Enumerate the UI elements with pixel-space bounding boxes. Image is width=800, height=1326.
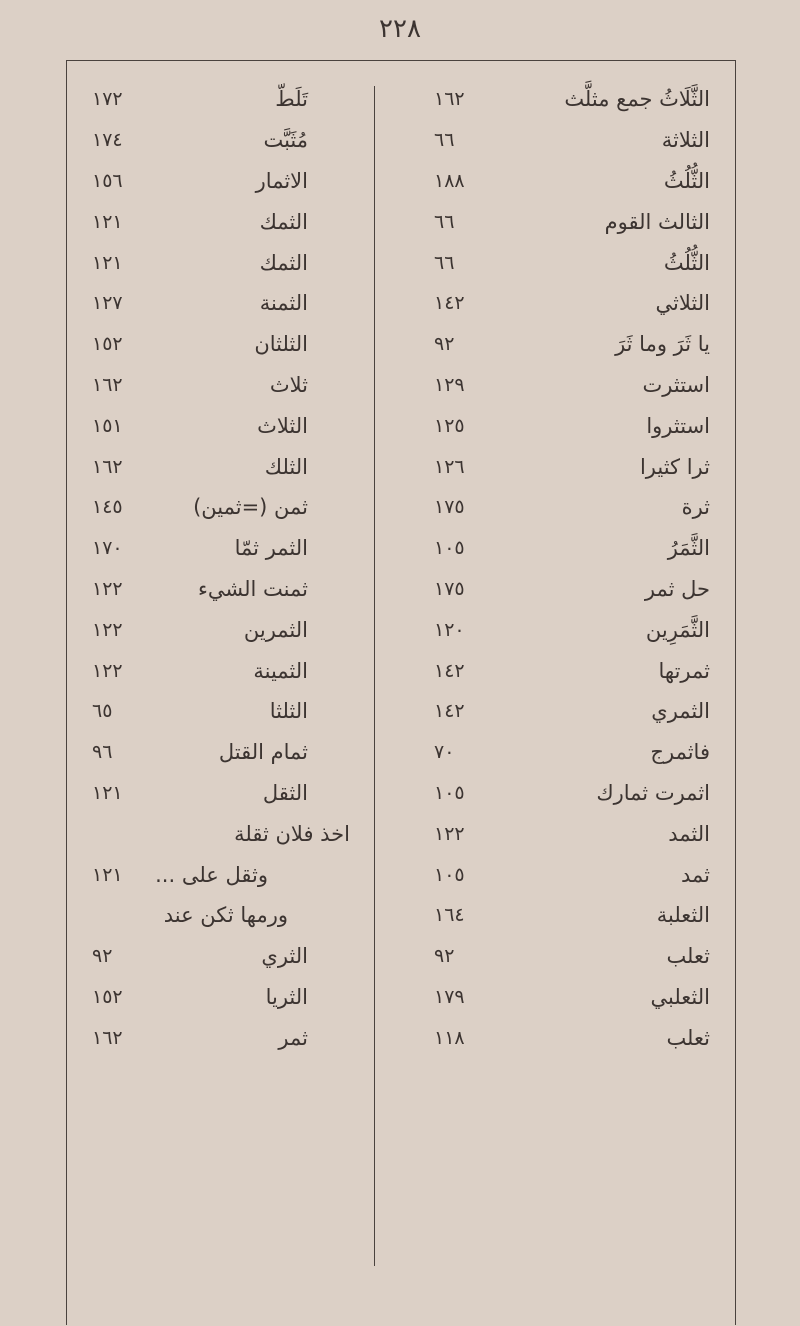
- entry-word: ثمرتها: [658, 658, 710, 683]
- index-entry: [74, 79, 368, 120]
- index-entry: [74, 854, 368, 895]
- entry-word: الثلك: [264, 454, 308, 479]
- entry-word: ثرا كثيرا: [639, 454, 710, 479]
- entry-word: الثقل: [262, 780, 308, 805]
- entry-word: الثُّلُثُ: [663, 168, 710, 193]
- index-entry: [74, 405, 368, 446]
- entry-page: ١٦٢: [92, 1026, 123, 1049]
- entry-word: مُثَبَّت: [263, 128, 308, 153]
- entry-page: ١٦٢: [434, 88, 465, 111]
- entry-word: الثَّمَرِين: [645, 617, 710, 642]
- index-entry: [382, 487, 728, 528]
- entry-page: ١٦٢: [92, 373, 123, 396]
- index-entry: [74, 242, 368, 283]
- entry-page: ١٢١: [92, 210, 123, 233]
- entry-page: ١٧٥: [434, 577, 465, 600]
- index-entry: [74, 324, 368, 365]
- entry-page: ١٦٢: [92, 455, 123, 478]
- left-index-column: [74, 79, 368, 1058]
- entry-word: الثُّلُثُ: [663, 250, 710, 275]
- entry-word: استثروا: [646, 413, 710, 438]
- index-entry: [382, 79, 728, 120]
- entry-page: ١٠٥: [434, 537, 465, 560]
- entry-word: ثمن (=ثمين): [193, 495, 308, 520]
- entry-page: ١٤٥: [92, 496, 123, 519]
- index-entry: [74, 813, 368, 854]
- entry-page: ١٧٢: [92, 88, 123, 111]
- entry-word: الثلثا: [269, 699, 308, 724]
- entry-word: الثمري: [651, 699, 710, 724]
- entry-page: ١٠٥: [434, 781, 465, 804]
- entry-page: ١٦٤: [434, 904, 465, 927]
- index-entry: [382, 854, 728, 895]
- entry-page: ١٥١: [92, 414, 123, 437]
- index-entry: [382, 773, 728, 814]
- entry-word: الثريا: [265, 984, 308, 1009]
- index-entry: [382, 446, 728, 487]
- entry-word: ثرة: [681, 495, 710, 520]
- index-entry: [382, 813, 728, 854]
- right-index-column: [382, 79, 728, 1058]
- entry-page: ٩٢: [92, 945, 113, 968]
- entry-page: ٧٠: [434, 741, 455, 764]
- index-entry: [382, 201, 728, 242]
- index-entry: [74, 650, 368, 691]
- entry-page: ١٧٩: [434, 985, 465, 1008]
- entry-page: ١٧٠: [92, 537, 123, 560]
- index-entry: [74, 936, 368, 977]
- index-entry: [74, 487, 368, 528]
- entry-page: ١٠٥: [434, 863, 465, 886]
- entry-page: ١٢٢: [434, 822, 465, 845]
- entry-page: ١٢٩: [434, 373, 465, 396]
- entry-word: ثلاث: [269, 372, 308, 397]
- entry-page: ١٢٢: [92, 618, 123, 641]
- entry-word: اثمرت ثمارك: [596, 780, 710, 805]
- index-entry: [74, 895, 368, 936]
- index-entry: [74, 201, 368, 242]
- entry-word: الاثمار: [255, 168, 308, 193]
- index-entry: [74, 161, 368, 202]
- entry-page: ٦٦: [434, 129, 455, 152]
- entry-page: ١١٨: [434, 1026, 465, 1049]
- entry-page: ١٢٦: [434, 455, 465, 478]
- entry-word: الثالث القوم: [604, 209, 710, 234]
- entry-page: ٦٥: [92, 700, 113, 723]
- index-entry: [382, 691, 728, 732]
- index-entry: [382, 528, 728, 569]
- entry-word: فاثمرج: [650, 740, 710, 765]
- index-entry: [74, 528, 368, 569]
- entry-word: الثمرين: [243, 617, 308, 642]
- index-entry: [382, 1017, 728, 1058]
- entry-word: الثعلبي: [650, 984, 710, 1009]
- table-right-border: [735, 60, 736, 1325]
- index-entry: [74, 120, 368, 161]
- index-entry: [382, 569, 728, 610]
- entry-page: ١٢١: [92, 781, 123, 804]
- index-entry: [382, 895, 728, 936]
- entry-page: ١٢١: [92, 863, 123, 886]
- index-entry: [382, 120, 728, 161]
- column-divider: [374, 86, 375, 1266]
- entry-page: ١٤٢: [434, 700, 465, 723]
- entry-word: الثمك: [259, 250, 308, 275]
- index-entry: [382, 365, 728, 406]
- entry-page: ١٧٤: [92, 129, 123, 152]
- entry-page: ١٨٨: [434, 169, 465, 192]
- entry-page: ١٥٢: [92, 333, 123, 356]
- entry-page: ١٥٦: [92, 169, 123, 192]
- index-entry: [74, 773, 368, 814]
- entry-page: ١٥٢: [92, 985, 123, 1008]
- entry-page: ٦٦: [434, 210, 455, 233]
- index-entry: [382, 936, 728, 977]
- entry-word: ثعلب: [666, 1025, 710, 1050]
- entry-page: ١٤٢: [434, 292, 465, 315]
- entry-word: الثمر ثمّا: [234, 536, 308, 561]
- entry-word: ثمام القتل: [218, 740, 308, 765]
- entry-word: الثمنة: [259, 291, 308, 316]
- index-entry: [382, 405, 728, 446]
- entry-page: ١٢٧: [92, 292, 123, 315]
- index-entry: [382, 161, 728, 202]
- entry-word: وثقل على ...: [155, 862, 268, 887]
- entry-word: الثلاث: [257, 413, 308, 438]
- entry-word: يا ثَرَ وما ثَرَ: [615, 332, 710, 357]
- entry-word: ثمد: [680, 862, 710, 887]
- entry-word: الثَّمَرُ: [667, 536, 710, 561]
- index-entry: [74, 977, 368, 1018]
- entry-page: ١٢١: [92, 251, 123, 274]
- entry-word: الثعلبة: [656, 903, 710, 928]
- index-entry: [382, 283, 728, 324]
- entry-word: ورمها ثكن عند: [163, 903, 288, 928]
- index-entry: [74, 691, 368, 732]
- entry-word: ثمنت الشيء: [198, 576, 308, 601]
- entry-page: ٦٦: [434, 251, 455, 274]
- entry-page: ١٢٢: [92, 577, 123, 600]
- index-entry: [382, 977, 728, 1018]
- index-entry: [382, 324, 728, 365]
- index-entry: [74, 1017, 368, 1058]
- entry-page: ١٢٠: [434, 618, 465, 641]
- entry-word: الثري: [261, 944, 308, 969]
- table-left-border: [66, 60, 67, 1325]
- index-entry: [74, 732, 368, 773]
- index-entry: [382, 732, 728, 773]
- entry-page: ١٢٢: [92, 659, 123, 682]
- entry-page: ٩٢: [434, 333, 455, 356]
- entry-word: حل ثمر: [644, 576, 710, 601]
- entry-page: ٩٢: [434, 945, 455, 968]
- entry-word: الثلاثة: [661, 128, 710, 153]
- entry-page: ١٧٥: [434, 496, 465, 519]
- entry-page: ٩٦: [92, 741, 113, 764]
- entry-page: ١٤٢: [434, 659, 465, 682]
- entry-word: تَلَطّ: [275, 87, 308, 112]
- index-entry: [382, 609, 728, 650]
- index-entry: [74, 283, 368, 324]
- index-entry: [74, 365, 368, 406]
- index-entry: [382, 650, 728, 691]
- entry-word: الثمينة: [253, 658, 308, 683]
- entry-word: الثَّلَاثُ جمع مثلَّث: [564, 87, 710, 112]
- entry-word: الثلثان: [254, 332, 308, 357]
- index-entry: [74, 446, 368, 487]
- index-entry: [74, 569, 368, 610]
- entry-word: الثمك: [259, 209, 308, 234]
- entry-word: الثلاثي: [655, 291, 710, 316]
- entry-word: ثمر: [278, 1025, 308, 1050]
- entry-word: الثمد: [668, 821, 710, 846]
- entry-word: استثرت: [642, 372, 710, 397]
- index-entry: [74, 609, 368, 650]
- page-number: ٢٢٨: [379, 14, 421, 44]
- entry-word: اخذ فلان ثقلة: [234, 821, 350, 846]
- index-entry: [382, 242, 728, 283]
- entry-word: ثعلب: [666, 944, 710, 969]
- entry-page: ١٢٥: [434, 414, 465, 437]
